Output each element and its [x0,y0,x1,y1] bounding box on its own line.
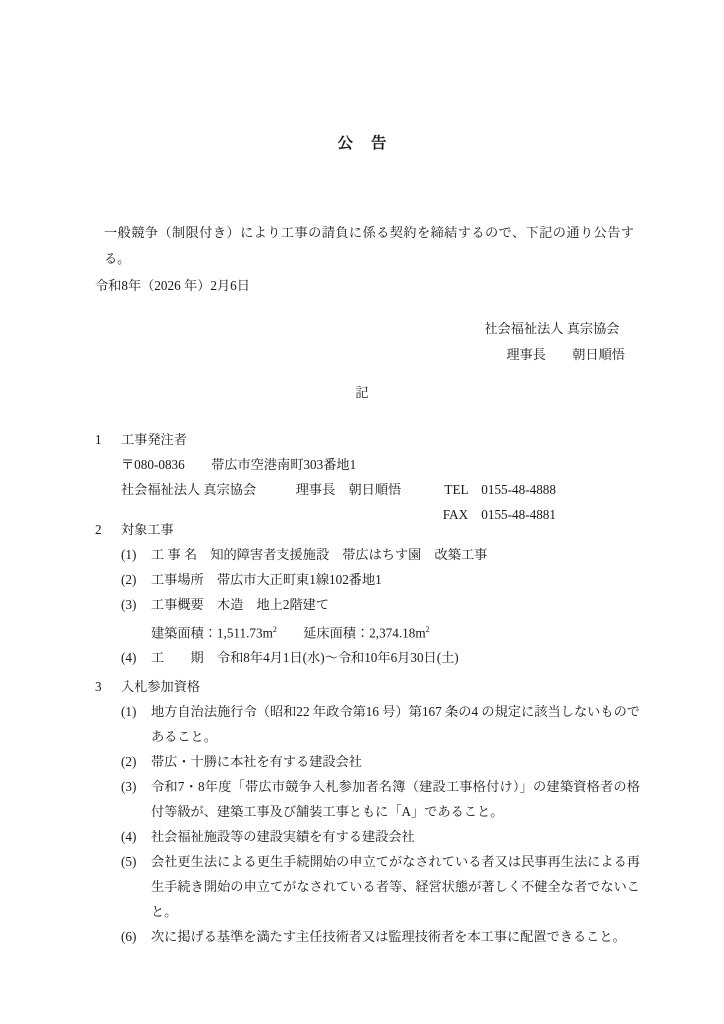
section-3-heading [95,674,640,699]
item-marker: (4) [121,650,137,666]
list-item [95,774,640,824]
section-3-title: 入札参加資格 [121,679,201,694]
item-marker: (1) [121,704,137,719]
section-1-title: 工事発注者 [121,432,187,447]
entity-representative-row [95,477,640,502]
item-text: 帯広・十勝に本社を有する建設会社 [151,754,362,769]
list-item [95,924,640,949]
issue-date: 令和8年（2026 年）2月6日 [95,278,250,293]
building-area-unit: m [262,625,273,641]
list-item [95,749,640,774]
item-marker: (5) [121,854,137,869]
section-1-number: 1 [95,432,102,447]
telephone-number: TEL 0155-48-4888 [444,482,556,497]
item-text: 工事場所 帯広市大正町東1線102番地1 [151,572,382,587]
entity-name-line: 社会福祉法人 真宗協会 理事長 朝日順悟 [121,482,402,497]
list-item [95,592,640,617]
total-floor-area-unit: m [415,625,426,641]
section-2-heading [95,517,640,542]
total-floor-area-label: 延床面積：2,374.18 [276,625,416,641]
section-target-works [95,517,640,670]
signature-representative: 理事長 朝日順悟 [506,347,625,362]
item-text: 社会福祉施設等の建設実績を有する建設会社 [151,829,415,844]
item-text: 令和7・8年度「帯広市競争入札参加者名簿（建設工事格付け）」の建築資格者の格付等級が、建築工事及び舗装工事ともに「A」であること。 [151,779,640,819]
item-marker: (3) [121,779,137,794]
item-marker: (2) [121,572,137,587]
item-text: 地方自治法施行令（昭和22 年政令第16 号）第167 条の4 の規定に該当しないものであること。 [151,704,640,744]
item-text: 工事概要 木造 地上2階建て [151,597,330,612]
section-2-title: 対象工事 [121,522,174,537]
item-text: 工 期 令和8年4月1日(水)～令和10年6月30日(土) [151,650,459,666]
list-item [95,567,640,592]
intro-paragraph: 一般競争（制限付き）により工事の請負に係る契約を締結するので、下記の通り公告する。 [104,225,634,267]
list-item [95,645,640,670]
fax-number: FAX 0155-48-4881 [442,507,556,522]
list-item [95,542,640,567]
building-area-unit-exponent: 2 [272,625,277,634]
item-marker: (2) [121,754,137,769]
signature-block [484,316,625,368]
item-marker: (4) [121,829,137,844]
item-marker: (1) [121,547,137,562]
floor-area-line [95,617,640,645]
total-floor-area-unit-exponent: 2 [425,625,430,634]
item-text: 工 事 名 知的障害者支援施設 帯広はちす園 改築工事 [151,547,488,562]
section-contracting-authority [95,427,640,527]
item-text: 次に掲げる基準を満たす主任技術者又は監理技術者を本工事に配置できること。 [151,929,626,944]
list-item [95,824,640,849]
list-item [95,699,640,749]
list-item [95,849,640,924]
building-area-label: 建築面積：1,511.73 [151,625,263,641]
item-marker: (3) [121,597,137,612]
item-marker: (6) [121,929,137,944]
section-bid-qualifications [95,674,640,949]
section-3-number: 3 [95,679,102,694]
ki-marker: 記 [355,385,369,400]
postal-address-line: 〒080-0836 帯広市空港南町303番地1 [121,457,357,472]
section-1-heading [95,427,640,452]
page-title: 公 告 [337,135,394,152]
item-text: 会社更生法による更生手続開始の申立てがなされている者又は民事再生法による再生手続き開始の申立てがなされている者等、経営状態が著しく不健全な者でないこと。 [151,854,640,919]
signature-organization: 社会福祉法人 真宗協会 [484,321,620,336]
section-2-number: 2 [95,522,102,537]
